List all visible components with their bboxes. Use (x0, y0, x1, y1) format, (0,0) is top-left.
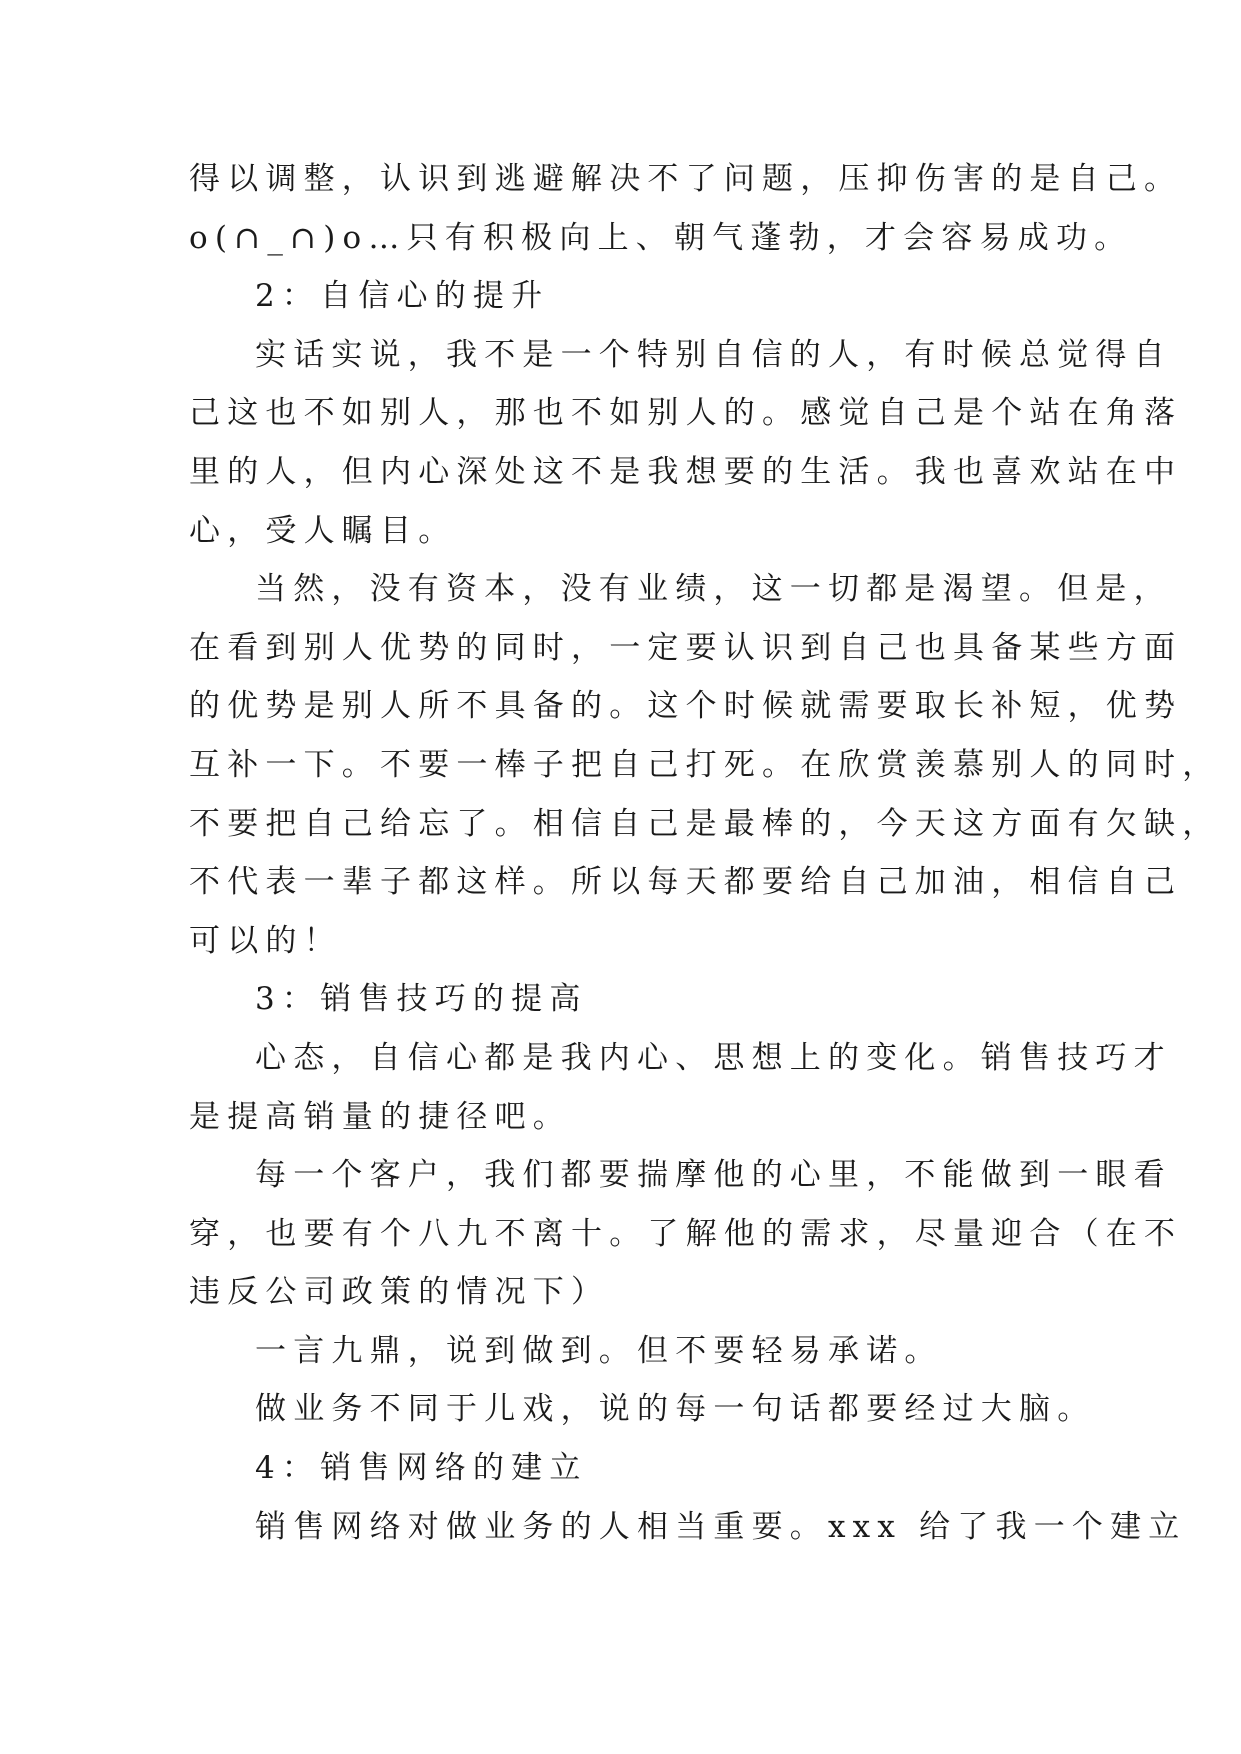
text-line: 不代表一辈子都这样。所以每天都要给自己加油，相信自己 (189, 864, 1183, 901)
text-line: 实话实说，我不是一个特别自信的人，有时候总觉得自 (255, 336, 1172, 373)
text-line: 可以的！ (189, 922, 342, 959)
section-heading: 4：销售网络的建立 (255, 1450, 588, 1487)
text-line: 心态，自信心都是我内心、思想上的变化。销售技巧才 (255, 1039, 1172, 1076)
text-line: 得以调整，认识到逃避解决不了问题，压抑伤害的是自己。 (189, 161, 1183, 197)
text-line: 是提高销量的捷径吧。 (189, 1098, 571, 1135)
text-line: 销售网络对做业务的人相当重要。xxx 给了我一个建立 (255, 1508, 1187, 1545)
text-line: 里的人，但内心深处这不是我想要的生活。我也喜欢站在中 (189, 453, 1183, 490)
text-line: 不要把自己给忘了。相信自己是最棒的，今天这方面有欠缺， (189, 805, 1221, 842)
section-heading: 2：自信心的提升 (255, 278, 550, 315)
text-line: 每一个客户，我们都要揣摩他的心里，不能做到一眼看 (255, 1157, 1172, 1194)
text-line: o(∩_∩)o…只有积极向上、朝气蓬勃，才会容易成功。 (189, 219, 1133, 256)
text-line: 互补一下。不要一棒子把自己打死。在欣赏羡慕别人的同时， (189, 746, 1221, 783)
section-heading: 3：销售技巧的提高 (255, 981, 588, 1018)
text-line: 的优势是别人所不具备的。这个时候就需要取长补短，优势 (189, 688, 1183, 725)
text-line: 做业务不同于儿戏，说的每一句话都要经过大脑。 (255, 1391, 1096, 1428)
text-line: 心，受人瞩目。 (189, 512, 457, 549)
document-body (189, 150, 1221, 1556)
text-line: 违反公司政策的情况下） (189, 1274, 610, 1311)
text-line: 当然，没有资本，没有业绩，这一切都是渴望。但是， (255, 571, 1172, 608)
text-line: 一言九鼎，说到做到。但不要轻易承诺。 (255, 1332, 943, 1369)
text-line: 穿，也要有个八九不离十。了解他的需求，尽量迎合（在不 (189, 1215, 1183, 1252)
text-line: 己这也不如别人，那也不如别人的。感觉自己是个站在角落 (189, 395, 1183, 432)
text-line: 在看到别人优势的同时，一定要认识到自己也具备某些方面 (189, 629, 1183, 666)
